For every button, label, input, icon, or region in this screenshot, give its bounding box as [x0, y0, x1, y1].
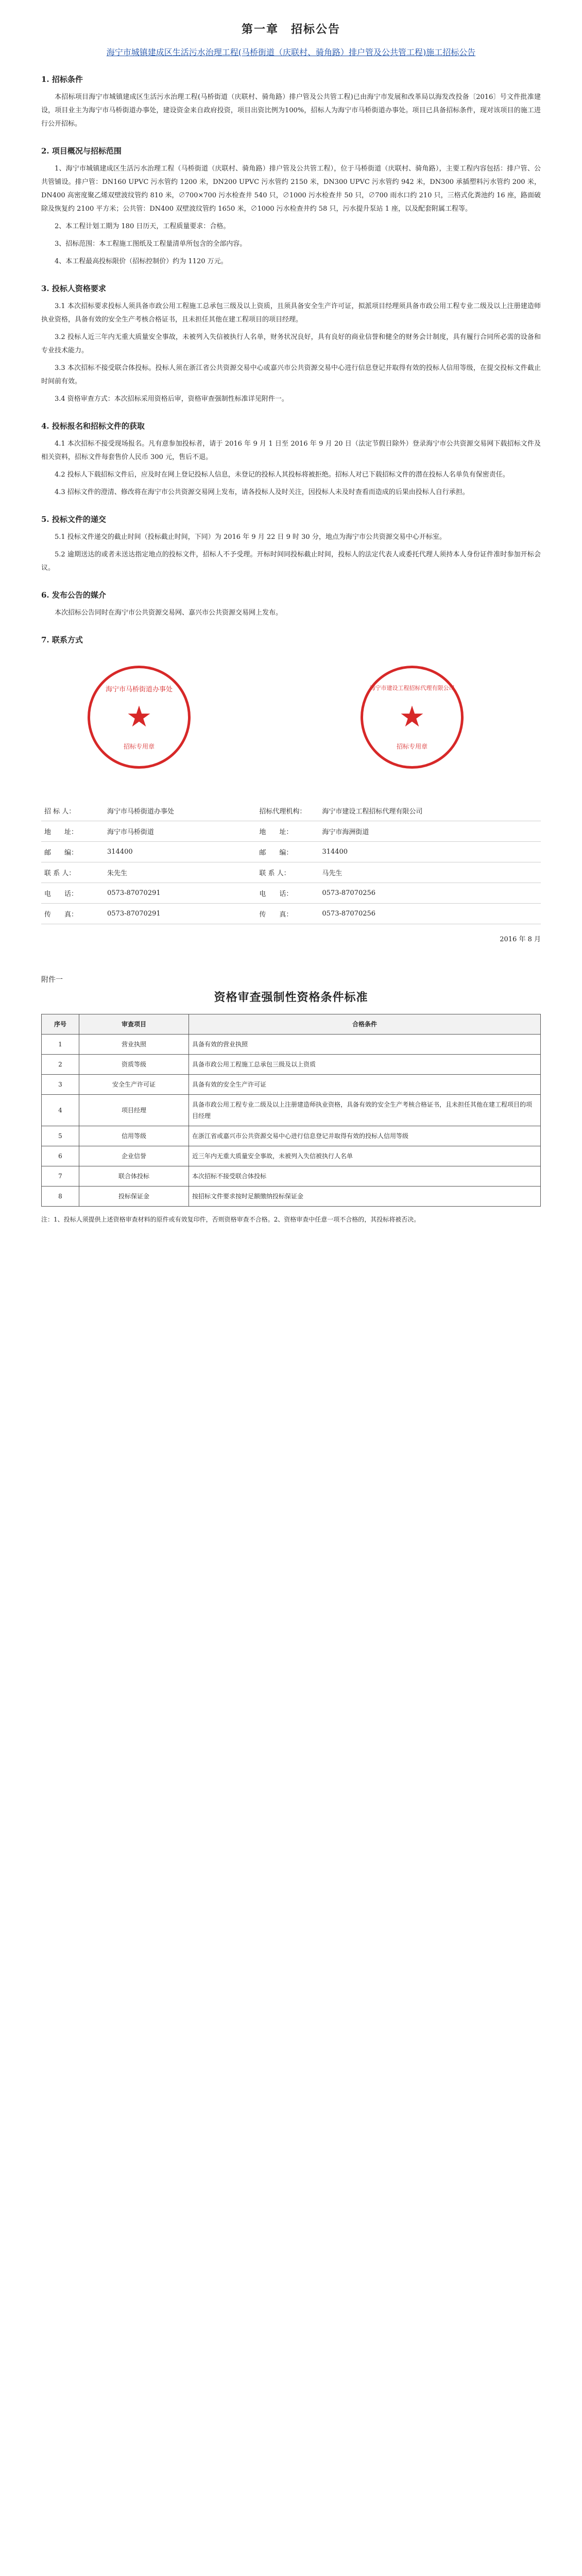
contact-row	[41, 904, 541, 924]
table-cell: 8	[42, 1187, 79, 1207]
agency-stamp-bottom: 招标专用章	[396, 743, 428, 750]
table-cell: 联合体投标	[79, 1166, 189, 1187]
contact-label: 电 话：	[41, 883, 104, 904]
contact-label: 联 系 人：	[41, 862, 104, 883]
section-paragraph: 4.1 本次招标不接受现场报名。凡有意参加投标者，请于 2016 年 9 月 1 日至 2016 年 9 月 20 日（法定节假日除外）登录海宁市公共资源交易网下载招标文件及相关资料，招标文件每套售价人民币 300 元，售后不退。	[41, 440, 541, 461]
announcement-date: 2016 年 8 月	[500, 936, 541, 943]
section-paragraph: 本招标项目海宁市城镇建成区生活污水治理工程(马桥街道（庆联村、骑角路）排户管及公共管工程)已由海宁市发展和改革局以海发改投备〔2016〕号文件批准建设，项目业主为海宁市马桥街道办事处，建设资金来自政府投资，项目出资比例为100%，招标人为海宁市马桥街道办事处。项目已具备招标条件，现对该项目的施工进行公开招标。	[41, 93, 541, 128]
contact-value: 海宁市海洲街道	[319, 821, 541, 842]
contact-row	[41, 821, 541, 842]
contact-value: 0573-87070256	[319, 883, 541, 904]
contact-value: 314400	[104, 842, 256, 862]
table-cell: 3	[42, 1075, 79, 1095]
table-cell: 具备有效的营业执照	[189, 1035, 541, 1055]
contact-value: 0573-87070291	[104, 883, 256, 904]
section-heading: 7. 联系方式	[41, 635, 83, 645]
contact-label: 招标代理机构：	[256, 801, 319, 821]
table-cell: 具备有效的安全生产许可证	[189, 1075, 541, 1095]
table-cell: 具备市政公用工程施工总承包三级及以上资质	[189, 1055, 541, 1075]
table-row	[42, 1055, 541, 1075]
sections-container	[41, 74, 541, 645]
qualification-table	[41, 1014, 541, 1207]
table-row	[42, 1035, 541, 1055]
section-paragraph: 5.2 逾期送达的或者未送达指定地点的投标文件，招标人不予受理。开标时间同投标截止时间，投标人的法定代表人或委托代理人须持本人身份证件准时参加开标会议。	[41, 551, 541, 572]
contact-label: 邮 编：	[41, 842, 104, 862]
contact-label: 地 址：	[256, 821, 319, 842]
contact-label: 地 址：	[41, 821, 104, 842]
contact-value: 海宁市建设工程招标代理有限公司	[319, 801, 541, 821]
signature-area	[41, 660, 541, 794]
contact-value: 朱先生	[104, 862, 256, 883]
agency-stamp-text: 海宁市建设工程招标代理有限公司	[369, 685, 455, 691]
contact-label: 邮 编：	[256, 842, 319, 862]
contact-label: 联 系 人：	[256, 862, 319, 883]
table-cell: 6	[42, 1146, 79, 1166]
section-heading: 3. 投标人资格要求	[41, 284, 106, 293]
contact-row	[41, 883, 541, 904]
table-cell: 1	[42, 1035, 79, 1055]
chapter-title: 第一章 招标公告	[241, 23, 340, 36]
tenderer-stamp	[88, 666, 191, 769]
section-paragraph: 1、海宁市城镇建成区生活污水治理工程（马桥街道（庆联村、骑角路）排户管及公共管工程），位于马桥街道（庆联村、骑角路），主要工程内容包括：排户管、公共管铺设。排户管：DN160 UPVC 污水管约 1200 米，DN200 UPVC 污水管约 2150 米，DN300 UPVC 污水管约 942 米，DN300 承插塑料污水管约 200 米，DN400 高密度聚乙烯双壁波纹管约 810 米，∅700×700 污水检查井 540 只，∅1000 污水检查井 50 只，∅700 雨水口约 210 只，三格式化粪池约 16 座，路面破除及恢复约 2100 平方米；公共管：DN400 双壁波纹管约 1650 米，∅1000 污水检查井约 58 只，污水提升泵站 1 座，以及配套附属工程等。	[41, 165, 541, 213]
contact-row	[41, 801, 541, 821]
column-header: 审查项目	[79, 1014, 189, 1035]
star-icon: ★	[399, 700, 425, 734]
section-paragraph: 3.4 资格审查方式：本次招标采用资格后审，资格审查强制性标准详见附件一。	[55, 395, 288, 403]
table-cell: 具备市政公用工程专业二级及以上注册建造师执业资格，具备有效的安全生产考核合格证书，且未担任其他在建工程项目的项目经理	[189, 1095, 541, 1126]
table-row	[42, 1126, 541, 1146]
table-row	[42, 1146, 541, 1166]
contact-value: 0573-87070256	[319, 904, 541, 924]
table-cell: 2	[42, 1055, 79, 1075]
table-cell: 资质等级	[79, 1055, 189, 1075]
contact-label: 传 真：	[256, 904, 319, 924]
section-heading: 1. 招标条件	[41, 75, 83, 84]
annex-label: 附件一	[41, 976, 63, 984]
table-cell: 项目经理	[79, 1095, 189, 1126]
contact-value: 马先生	[319, 862, 541, 883]
tenderer-stamp-text: 海宁市马桥街道办事处	[105, 686, 173, 693]
agency-stamp	[361, 666, 464, 769]
section-paragraph: 3.2 投标人近三年内无重大质量安全事故，未被列入失信被执行人名单，财务状况良好，具有良好的商业信誉和健全的财务会计制度，具有履行合同所必需的设备和专业技术能力。	[41, 333, 541, 354]
table-row	[42, 1075, 541, 1095]
section-heading: 2. 项目概况与招标范围	[41, 146, 122, 156]
table-cell: 安全生产许可证	[79, 1075, 189, 1095]
contact-value: 0573-87070291	[104, 904, 256, 924]
contact-row	[41, 842, 541, 862]
table-row	[42, 1187, 541, 1207]
annex-title: 资格审查强制性资格条件标准	[214, 991, 368, 1004]
table-cell: 企业信誉	[79, 1146, 189, 1166]
section-paragraph: 3.3 本次招标不接受联合体投标。投标人须在浙江省公共资源交易中心或嘉兴市公共资源交易中心进行信息登记并取得有效的投标人信用等级，在提交投标文件截止时间前有效。	[41, 364, 541, 385]
column-header: 序号	[42, 1014, 79, 1035]
section-heading: 6. 发布公告的媒介	[41, 590, 106, 600]
section-paragraph: 4.2 投标人下载招标文件后，应及时在网上登记投标人信息，未登记的投标人其投标将被拒绝。招标人对已下载招标文件的潜在投标人名单负有保密责任。	[55, 471, 509, 479]
annex-note: 注：1、投标人须提供上述资格审查材料的原件或有效复印件，否则资格审查不合格。2、资格审查中任意一项不合格的，其投标将被否决。	[41, 1216, 420, 1223]
announcement-document	[41, 21, 541, 1225]
announcement-subtitle: 海宁市城镇建成区生活污水治理工程(马桥街道（庆联村、骑角路）排户管及公共管工程)施工招标公告	[106, 47, 476, 57]
table-cell: 7	[42, 1166, 79, 1187]
table-cell: 按招标文件要求按时足额缴纳投标保证金	[189, 1187, 541, 1207]
contact-value: 海宁市马桥街道办事处	[104, 801, 256, 821]
section-paragraph: 2、本工程计划工期为 180 日历天，工程质量要求：合格。	[55, 223, 230, 230]
table-row	[42, 1166, 541, 1187]
table-cell: 本次招标不接受联合体投标	[189, 1166, 541, 1187]
table-cell: 近三年内无重大质量安全事故，未被列入失信被执行人名单	[189, 1146, 541, 1166]
contact-table	[41, 801, 541, 924]
table-cell: 在浙江省或嘉兴市公共资源交易中心进行信息登记并取得有效的投标人信用等级	[189, 1126, 541, 1146]
tenderer-stamp-bottom: 招标专用章	[123, 743, 155, 750]
star-icon: ★	[126, 700, 152, 734]
section-paragraph: 4、本工程最高投标限价（招标控制价）约为 1120 万元。	[55, 258, 228, 265]
table-row	[42, 1095, 541, 1126]
contact-row	[41, 862, 541, 883]
column-header: 合格条件	[189, 1014, 541, 1035]
table-header-row	[42, 1014, 541, 1035]
table-cell: 4	[42, 1095, 79, 1126]
table-cell: 营业执照	[79, 1035, 189, 1055]
section-paragraph: 本次招标公告同时在海宁市公共资源交易网、嘉兴市公共资源交易网上发布。	[55, 609, 283, 617]
contact-label: 传 真：	[41, 904, 104, 924]
section-paragraph: 3、招标范围：本工程施工图纸及工程量清单所包含的全部内容。	[55, 240, 247, 248]
contact-label: 招 标 人：	[41, 801, 104, 821]
contact-label: 电 话：	[256, 883, 319, 904]
section-paragraph: 3.1 本次招标要求投标人须具备市政公用工程施工总承包三级及以上资质，且须具备安全生产许可证，拟派项目经理须具备市政公用工程专业二级及以上注册建造师执业资格，具备有效的安全生产考核合格证书，且未担任其他在建工程项目的项目经理。	[41, 302, 541, 324]
table-cell: 投标保证金	[79, 1187, 189, 1207]
table-cell: 5	[42, 1126, 79, 1146]
section-heading: 5. 投标文件的递交	[41, 515, 106, 524]
section-heading: 4. 投标报名和招标文件的获取	[41, 421, 145, 431]
contact-value: 314400	[319, 842, 541, 862]
table-cell: 信用等级	[79, 1126, 189, 1146]
contact-value: 海宁市马桥街道	[104, 821, 256, 842]
section-paragraph: 5.1 投标文件递交的截止时间（投标截止时间，下同）为 2016 年 9 月 22 日 9 时 30 分，地点为海宁市公共资源交易中心开标室。	[55, 533, 446, 541]
section-paragraph: 4.3 招标文件的澄清、修改将在海宁市公共资源交易网上发布，请各投标人及时关注，因投标人未及时查看而造成的后果由投标人自行承担。	[55, 488, 469, 496]
